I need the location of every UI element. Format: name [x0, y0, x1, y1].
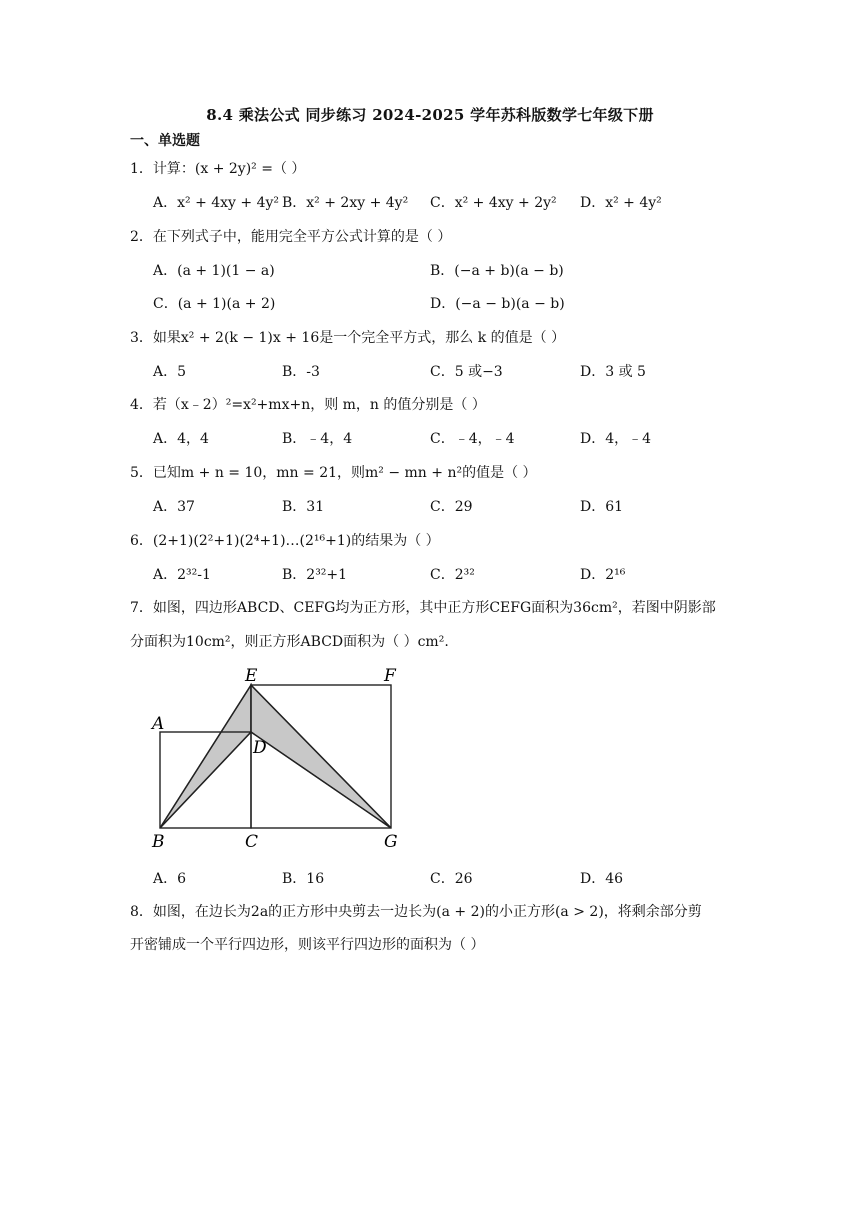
question-7-option-c[interactable]: C．26 [430, 871, 473, 887]
label-e: E [245, 666, 258, 686]
question-6-option-c[interactable]: C．2³² [430, 567, 475, 583]
question-1-option-d[interactable]: D．x² + 4y² [580, 195, 662, 211]
label-d: D [253, 738, 267, 758]
segment-be [160, 685, 251, 828]
question-8-stem-line-2: 开密铺成一个平行四边形，则该平行四边形的面积为（ ） [130, 937, 485, 953]
label-f: F [384, 666, 396, 686]
question-6-stem: 6．(2+1)(2²+1)(2⁴+1)…(2¹⁶+1)的结果为（ ） [130, 533, 440, 549]
question-8-stem-line-1: 8．如图，在边长为2a的正方形中央剪去一边长为(a + 2)的小正方形(a > 2)，将剩余部分剪 [130, 904, 702, 920]
question-3-option-b[interactable]: B．-3 [282, 364, 320, 380]
question-5-option-c[interactable]: C．29 [430, 499, 473, 515]
question-3-stem: 3．如果x² + 2(k − 1)x + 16是一个完全平方式，那么 k 的值是（ ） [130, 330, 566, 346]
question-1-option-c[interactable]: C．x² + 4xy + 2y² [430, 195, 557, 211]
question-7-option-d[interactable]: D．46 [580, 871, 624, 887]
label-g: G [384, 832, 398, 852]
label-a: A [152, 714, 165, 734]
question-2-option-c[interactable]: C．(a + 1)(a + 2) [153, 296, 276, 312]
question-7-stem-line-1: 7．如图，四边形ABCD、CEFG均为正方形，其中正方形CEFG面积为36cm²，若图中阴影部 [130, 600, 716, 616]
label-c: C [245, 832, 259, 852]
question-1-option-b[interactable]: B．x² + 2xy + 4y² [282, 195, 409, 211]
question-1-stem: 1．计算：(x + 2y)² =（ ） [130, 161, 306, 177]
question-7-stem-line-2: 分面积为10cm²，则正方形ABCD面积为（ ）cm². [130, 634, 449, 650]
question-3-option-a[interactable]: A．5 [153, 364, 187, 380]
question-5-stem: 5．已知m + n = 10，mn = 21，则m² − mn + n²的值是（ ） [130, 465, 537, 481]
question-7-option-b[interactable]: B．16 [282, 871, 325, 887]
question-5-option-a[interactable]: A．37 [153, 499, 195, 515]
question-6-option-d[interactable]: D．2¹⁶ [580, 567, 626, 583]
question-2-option-a[interactable]: A．(a + 1)(1 − a) [153, 263, 275, 279]
segment-eg [251, 685, 391, 828]
question-6-option-b[interactable]: B．2³²+1 [282, 567, 348, 583]
question-7-figure [140, 665, 420, 855]
question-1-option-a[interactable]: A．x² + 4xy + 4y² [153, 195, 280, 211]
question-2-stem: 2．在下列式子中，能用完全平方公式计算的是（ ） [130, 229, 452, 245]
question-6-option-a[interactable]: A．2³²-1 [153, 567, 211, 583]
question-4-option-c[interactable]: C．﹣4，﹣4 [430, 431, 515, 447]
question-3-option-c[interactable]: C．5 或−3 [430, 364, 503, 380]
segment-bd [160, 732, 251, 828]
question-4-option-a[interactable]: A．4，4 [153, 431, 209, 447]
question-2-option-d[interactable]: D．(−a − b)(a − b) [430, 296, 565, 312]
question-5-option-b[interactable]: B．31 [282, 499, 325, 515]
question-5-option-d[interactable]: D．61 [580, 499, 624, 515]
question-7-option-a[interactable]: A．6 [153, 871, 187, 887]
label-b: B [152, 832, 165, 852]
question-4-option-d[interactable]: D．4，﹣4 [580, 431, 652, 447]
page-title: 8.4 乘法公式 同步练习 2024-2025 学年苏科版数学七年级下册 [206, 106, 654, 124]
question-4-option-b[interactable]: B．﹣4，4 [282, 431, 353, 447]
segment-dg [251, 732, 391, 828]
question-2-option-b[interactable]: B．(−a + b)(a − b) [430, 263, 564, 279]
section-heading: 一、单选题 [130, 133, 200, 149]
question-3-option-d[interactable]: D．3 或 5 [580, 364, 646, 380]
question-4-stem: 4．若（x﹣2）²=x²+mx+n，则 m，n 的值分别是（ ） [130, 397, 486, 413]
